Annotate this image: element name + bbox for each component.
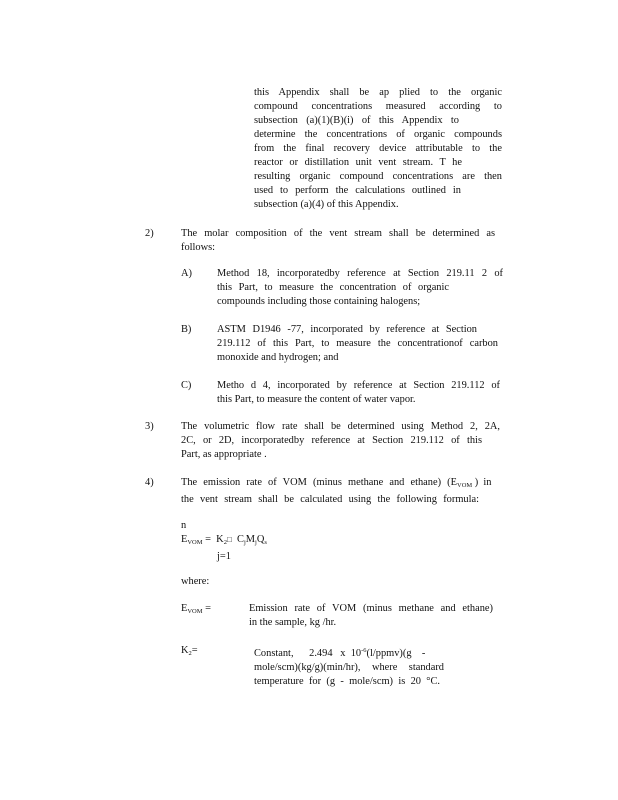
text-line: follows:: [181, 242, 216, 253]
item-3-marker: 3): [145, 421, 154, 432]
definition-term-k2: [181, 644, 198, 661]
text-line: determine the concentrations of organic compounds: [254, 129, 502, 140]
subscript: j: [255, 539, 257, 546]
text-line: in the sample, kg /hr.: [249, 617, 337, 628]
text-line: [254, 644, 444, 661]
text-segment: Constant, 2.494 x 10: [254, 648, 362, 659]
text-line: subsection (a)(1)(B)(i) of this Appendix to: [254, 115, 459, 126]
item-2a-text: [217, 267, 503, 309]
text-line: compound concentrations measured according to: [254, 101, 502, 112]
text-line: subsection (a)(4) of this Appendix.: [254, 199, 399, 210]
text-line: Method 18, incorporatedby reference at Section 219.11 2 of: [217, 268, 503, 279]
formula-lower-limit: j=1: [217, 551, 231, 562]
formula-text: = K: [202, 534, 224, 545]
text-line: Part, as appropriate .: [181, 449, 267, 460]
definition-text-evom: [249, 602, 493, 630]
text-line: compounds including those containing halogens;: [217, 296, 421, 307]
formula-upper-limit: n: [181, 520, 187, 531]
formula-text: Q: [256, 534, 265, 545]
text-line: from the final recovery device attributable to the: [254, 143, 502, 154]
definition-text-k2: [254, 644, 444, 689]
text-line: the vent stream shall be calculated using the following formula:: [181, 494, 479, 505]
subscript: VOM: [187, 539, 203, 546]
item-2-marker: 2): [145, 228, 154, 239]
text-line: The volumetric flow rate shall be determined using Method 2, 2A,: [181, 421, 500, 432]
subscript: VOM: [457, 482, 473, 489]
text-line: resulting organic compound concentrations are then: [254, 171, 502, 182]
text-line: temperature for (g - mole/scm) is 20 °C.: [254, 676, 440, 687]
item-4-text: [181, 476, 501, 507]
subscript: s: [264, 539, 267, 546]
definition-term-evom: [181, 602, 211, 619]
term-tail: =: [191, 645, 198, 656]
text-line: ASTM D1946 -77, incorporated by reference at Section: [217, 324, 477, 335]
formula: [181, 519, 381, 564]
text-line: monoxide and hydrogen; and: [217, 352, 339, 363]
item-2c-marker: C): [181, 380, 192, 391]
text-line: 2C, or 2D, incorporatedby reference at Section 219.112 of this: [181, 435, 482, 446]
term-main: K: [181, 645, 189, 656]
text-line: [181, 476, 501, 493]
formula-text: M: [245, 534, 255, 545]
subscript: VOM: [187, 608, 203, 615]
text-line: mole/scm)(kg/g)(min/hr), where standard: [254, 662, 444, 673]
text-line: reactor or distillation unit vent stream. T he: [254, 157, 462, 168]
text-line: this Part, to measure the content of water vapor.: [217, 394, 416, 405]
text-segment: (l/ppmv)(g -: [366, 648, 426, 659]
where-label: where:: [181, 576, 210, 587]
summation-symbol: □: [226, 535, 232, 544]
item-2a-marker: A): [181, 268, 192, 279]
item-2b-text: [217, 323, 498, 365]
text-line: Emission rate of VOM (minus methane and ethane): [249, 603, 493, 614]
term-tail: =: [202, 603, 211, 614]
formula-body: [181, 533, 381, 550]
subscript: j: [243, 539, 246, 546]
text-segment: ) in: [472, 477, 492, 488]
item-2b-marker: B): [181, 324, 192, 335]
intro-paragraph: [254, 86, 502, 212]
subscript: 2: [188, 650, 192, 657]
text-line: 219.112 of this Part, to measure the concentrationof carbon: [217, 338, 498, 349]
text-line: used to perform the calculations outlined in: [254, 185, 461, 196]
formula-lhs: E: [181, 534, 188, 545]
text-line: this Appendix shall be ap plied to the organic: [254, 87, 502, 98]
item-2c-text: [217, 379, 500, 407]
item-2-text: [181, 227, 495, 255]
subscript: 2: [223, 539, 227, 546]
text-line: The molar composition of the vent stream shall be determined as: [181, 228, 495, 239]
text-segment: The emission rate of VOM (minus methane and ethane) (E: [181, 477, 457, 488]
formula-text: C: [231, 534, 244, 545]
text-line: Metho d 4, incorporated by reference at Section 219.112 of: [217, 380, 500, 391]
superscript: -6: [361, 647, 367, 654]
text-line: this Part, to measure the concentration of organic: [217, 282, 449, 293]
item-3-text: [181, 420, 500, 462]
term-main: E: [181, 603, 188, 614]
item-4-marker: 4): [145, 477, 154, 488]
